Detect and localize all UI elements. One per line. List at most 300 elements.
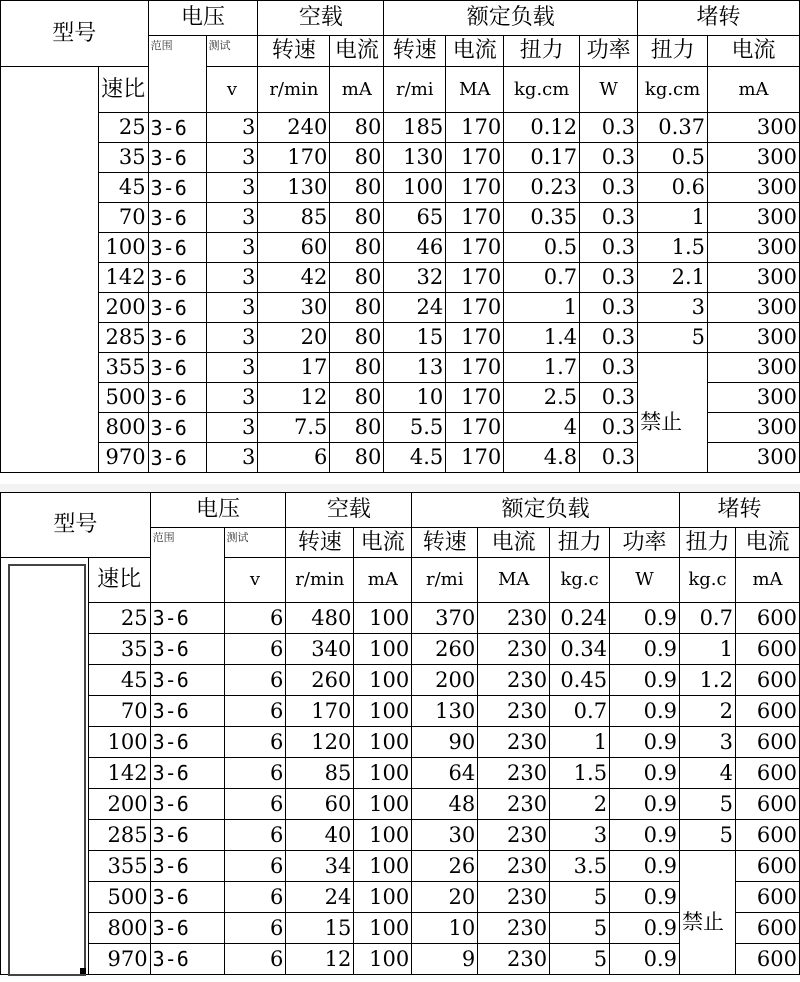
unit-no-load-speed[interactable]: r/min [286, 558, 354, 603]
cell-rated-power[interactable]: 0.3 [580, 383, 638, 413]
cell-rated-current[interactable]: 230 [478, 696, 550, 727]
cell-no-load-current[interactable]: 80 [330, 113, 384, 143]
cell-rated-torque[interactable]: 5 [550, 882, 610, 913]
cell-range[interactable]: 3-6 [150, 820, 224, 851]
cell-range[interactable]: 3-6 [150, 913, 224, 944]
cell-test-voltage[interactable]: 6 [224, 758, 286, 789]
cell-no-load-speed[interactable]: 17 [258, 353, 330, 383]
cell-no-load-current[interactable]: 100 [354, 727, 412, 758]
cell-rated-power[interactable]: 0.9 [610, 665, 680, 696]
cell-no-load-speed[interactable]: 340 [286, 634, 354, 665]
header-no-load-current[interactable]: 电流 [330, 36, 384, 67]
cell-stall-current[interactable]: 600 [735, 603, 799, 634]
cell-rated-speed[interactable]: 130 [412, 696, 478, 727]
header-rated-current[interactable]: 电流 [446, 36, 504, 67]
cell-range[interactable]: 3-6 [150, 696, 224, 727]
cell-test-voltage[interactable]: 6 [224, 944, 286, 975]
cell-range[interactable]: 3-6 [148, 353, 206, 383]
cell-no-load-speed[interactable]: 42 [258, 263, 330, 293]
cell-range[interactable]: 3-6 [148, 263, 206, 293]
header-no-load[interactable]: 空载 [258, 1, 384, 36]
cell-rated-torque[interactable]: 2.5 [504, 383, 580, 413]
cell-rated-current[interactable]: 230 [478, 758, 550, 789]
cell-range[interactable]: 3-6 [148, 413, 206, 443]
cell-ratio[interactable]: 200 [88, 789, 150, 820]
cell-ratio[interactable]: 970 [88, 944, 150, 975]
cell-stall-torque[interactable]: 1.5 [638, 233, 708, 263]
cell-range[interactable]: 3-6 [148, 383, 206, 413]
cell-rated-power[interactable]: 0.3 [580, 263, 638, 293]
cell-rated-speed[interactable]: 65 [384, 203, 446, 233]
stall-forbidden-cell[interactable]: 禁止 [638, 353, 708, 473]
header-stall-current[interactable]: 电流 [735, 528, 799, 558]
cell-test-voltage[interactable]: 3 [206, 383, 258, 413]
cell-range[interactable]: 3-6 [148, 173, 206, 203]
cell-test-voltage[interactable]: 3 [206, 263, 258, 293]
cell-rated-torque[interactable]: 1 [550, 727, 610, 758]
cell-rated-power[interactable]: 0.9 [610, 696, 680, 727]
cell-rated-torque[interactable]: 0.12 [504, 113, 580, 143]
cell-stall-torque[interactable]: 3 [680, 727, 736, 758]
cell-rated-torque[interactable]: 3.5 [550, 851, 610, 882]
header-no-load-speed[interactable]: 转速 [258, 36, 330, 67]
header-ratio[interactable]: 速比 [88, 558, 150, 603]
cell-ratio[interactable]: 500 [88, 882, 150, 913]
cell-rated-torque[interactable]: 0.23 [504, 173, 580, 203]
cell-rated-torque[interactable]: 5 [550, 913, 610, 944]
cell-no-load-speed[interactable]: 24 [286, 882, 354, 913]
unit-no-load-current[interactable]: mA [354, 558, 412, 603]
cell-range[interactable]: 3-6 [148, 143, 206, 173]
cell-ratio[interactable]: 45 [88, 665, 150, 696]
cell-rated-speed[interactable]: 64 [412, 758, 478, 789]
unit-stall-current[interactable]: mA [735, 558, 799, 603]
header-voltage[interactable]: 电压 [150, 493, 286, 528]
cell-rated-power[interactable]: 0.3 [580, 293, 638, 323]
cell-ratio[interactable]: 100 [98, 233, 148, 263]
cell-range[interactable]: 3-6 [150, 882, 224, 913]
cell-rated-current[interactable]: 230 [478, 913, 550, 944]
cell-rated-speed[interactable]: 26 [412, 851, 478, 882]
cell-test-voltage[interactable]: 6 [224, 913, 286, 944]
unit-rated-torque[interactable]: kg.c [550, 558, 610, 603]
cell-ratio[interactable]: 142 [88, 758, 150, 789]
header-range[interactable]: 范围 [150, 528, 224, 603]
cell-no-load-current[interactable]: 100 [354, 851, 412, 882]
cell-no-load-current[interactable]: 100 [354, 789, 412, 820]
header-rated-power[interactable]: 功率 [610, 528, 680, 558]
header-rated-speed[interactable]: 转速 [384, 36, 446, 67]
stall-forbidden-cell[interactable]: 禁止 [680, 851, 736, 975]
unit-rated-speed[interactable]: r/mi [384, 67, 446, 113]
cell-ratio[interactable]: 45 [98, 173, 148, 203]
cell-rated-torque[interactable]: 0.5 [504, 233, 580, 263]
cell-rated-torque[interactable]: 0.17 [504, 143, 580, 173]
cell-rated-power[interactable]: 0.9 [610, 944, 680, 975]
cell-rated-power[interactable]: 0.3 [580, 443, 638, 473]
cell-test-voltage[interactable]: 3 [206, 293, 258, 323]
header-rated-current[interactable]: 电流 [478, 528, 550, 558]
cell-no-load-current[interactable]: 80 [330, 383, 384, 413]
cell-rated-power[interactable]: 0.3 [580, 143, 638, 173]
cell-rated-power[interactable]: 0.9 [610, 820, 680, 851]
model-cell[interactable] [1, 67, 99, 113]
cell-rated-speed[interactable]: 24 [384, 293, 446, 323]
unit-stall-current[interactable]: mA [708, 67, 800, 113]
cell-no-load-speed[interactable]: 20 [258, 323, 330, 353]
cell-ratio[interactable]: 25 [98, 113, 148, 143]
cell-no-load-current[interactable]: 100 [354, 696, 412, 727]
cell-no-load-speed[interactable]: 480 [286, 603, 354, 634]
cell-rated-torque[interactable]: 0.45 [550, 665, 610, 696]
cell-rated-torque[interactable]: 1.4 [504, 323, 580, 353]
cell-stall-torque[interactable]: 1.2 [680, 665, 736, 696]
unit-rated-torque[interactable]: kg.cm [504, 67, 580, 113]
cell-rated-torque[interactable]: 3 [550, 820, 610, 851]
cell-test-voltage[interactable]: 6 [224, 665, 286, 696]
cell-rated-current[interactable]: 170 [446, 233, 504, 263]
cell-rated-current[interactable]: 170 [446, 203, 504, 233]
cell-rated-current[interactable]: 170 [446, 263, 504, 293]
cell-rated-speed[interactable]: 370 [412, 603, 478, 634]
unit-rated-speed[interactable]: r/mi [412, 558, 478, 603]
cell-no-load-current[interactable]: 80 [330, 203, 384, 233]
cell-test-voltage[interactable]: 6 [224, 727, 286, 758]
cell-rated-current[interactable]: 170 [446, 443, 504, 473]
cell-stall-current[interactable]: 300 [708, 443, 800, 473]
cell-range[interactable]: 3-6 [150, 634, 224, 665]
cell-stall-current[interactable]: 300 [708, 323, 800, 353]
header-range[interactable]: 范围 [148, 36, 206, 113]
cell-no-load-current[interactable]: 80 [330, 353, 384, 383]
cell-stall-current[interactable]: 600 [735, 758, 799, 789]
unit-stall-torque[interactable]: kg.cm [638, 67, 708, 113]
cell-rated-power[interactable]: 0.3 [580, 173, 638, 203]
cell-no-load-current[interactable]: 100 [354, 944, 412, 975]
unit-no-load-speed[interactable]: r/min [258, 67, 330, 113]
cell-range[interactable]: 3-6 [148, 233, 206, 263]
cell-stall-torque[interactable]: 0.37 [638, 113, 708, 143]
cell-test-voltage[interactable]: 6 [224, 882, 286, 913]
cell-rated-speed[interactable]: 10 [412, 913, 478, 944]
header-model[interactable]: 型号 [1, 1, 149, 67]
cell-rated-power[interactable]: 0.3 [580, 323, 638, 353]
cell-no-load-current[interactable]: 100 [354, 820, 412, 851]
cell-rated-current[interactable]: 170 [446, 383, 504, 413]
cell-rated-speed[interactable]: 20 [412, 882, 478, 913]
cell-rated-speed[interactable]: 32 [384, 263, 446, 293]
cell-test-voltage[interactable]: 6 [224, 634, 286, 665]
cell-rated-current[interactable]: 230 [478, 634, 550, 665]
header-ratio[interactable]: 速比 [98, 67, 148, 113]
cell-stall-current[interactable]: 300 [708, 353, 800, 383]
cell-no-load-current[interactable]: 80 [330, 263, 384, 293]
cell-rated-speed[interactable]: 100 [384, 173, 446, 203]
cell-ratio[interactable]: 355 [88, 851, 150, 882]
cell-no-load-speed[interactable]: 12 [286, 944, 354, 975]
cell-no-load-current[interactable]: 80 [330, 323, 384, 353]
cell-rated-power[interactable]: 0.3 [580, 413, 638, 443]
cell-ratio[interactable]: 35 [88, 634, 150, 665]
cell-stall-current[interactable]: 300 [708, 263, 800, 293]
cell-rated-torque[interactable]: 1.7 [504, 353, 580, 383]
cell-rated-speed[interactable]: 48 [412, 789, 478, 820]
cell-range[interactable]: 3-6 [148, 113, 206, 143]
cell-no-load-speed[interactable]: 40 [286, 820, 354, 851]
cell-test-voltage[interactable]: 3 [206, 323, 258, 353]
header-rated-torque[interactable]: 扭力 [550, 528, 610, 558]
cell-range[interactable]: 3-6 [148, 443, 206, 473]
cell-no-load-current[interactable]: 100 [354, 634, 412, 665]
cell-range[interactable]: 3-6 [148, 293, 206, 323]
cell-no-load-speed[interactable]: 240 [258, 113, 330, 143]
cell-range[interactable]: 3-6 [148, 323, 206, 353]
model-cell-body[interactable] [1, 113, 99, 473]
cell-no-load-speed[interactable]: 30 [258, 293, 330, 323]
cell-no-load-speed[interactable]: 130 [258, 173, 330, 203]
cell-no-load-current[interactable]: 100 [354, 882, 412, 913]
cell-no-load-speed[interactable]: 85 [286, 758, 354, 789]
cell-stall-torque[interactable]: 4 [680, 758, 736, 789]
cell-test-voltage[interactable]: 6 [224, 820, 286, 851]
cell-range[interactable]: 3-6 [148, 203, 206, 233]
header-stall-torque[interactable]: 扭力 [638, 36, 708, 67]
cell-rated-power[interactable]: 0.9 [610, 851, 680, 882]
cell-rated-speed[interactable]: 185 [384, 113, 446, 143]
cell-rated-current[interactable]: 230 [478, 820, 550, 851]
cell-stall-torque[interactable]: 0.5 [638, 143, 708, 173]
cell-no-load-speed[interactable]: 170 [286, 696, 354, 727]
cell-rated-current[interactable]: 170 [446, 143, 504, 173]
selection-fill-handle[interactable] [80, 968, 86, 974]
header-stall-current[interactable]: 电流 [708, 36, 800, 67]
cell-rated-power[interactable]: 0.9 [610, 882, 680, 913]
cell-stall-current[interactable]: 600 [735, 696, 799, 727]
cell-stall-torque[interactable]: 2.1 [638, 263, 708, 293]
unit-rated-current[interactable]: MA [446, 67, 504, 113]
cell-rated-torque[interactable]: 1 [504, 293, 580, 323]
cell-rated-current[interactable]: 230 [478, 944, 550, 975]
cell-test-voltage[interactable]: 3 [206, 173, 258, 203]
cell-no-load-speed[interactable]: 120 [286, 727, 354, 758]
header-test[interactable]: 测试 [224, 528, 286, 558]
cell-test-voltage[interactable]: 3 [206, 143, 258, 173]
cell-range[interactable]: 3-6 [150, 851, 224, 882]
cell-rated-current[interactable]: 170 [446, 413, 504, 443]
cell-rated-speed[interactable]: 15 [384, 323, 446, 353]
cell-rated-power[interactable]: 0.9 [610, 913, 680, 944]
cell-stall-current[interactable]: 600 [735, 851, 799, 882]
cell-ratio[interactable]: 25 [88, 603, 150, 634]
cell-stall-current[interactable]: 600 [735, 913, 799, 944]
cell-test-voltage[interactable]: 3 [206, 443, 258, 473]
cell-stall-torque[interactable]: 1 [680, 634, 736, 665]
cell-rated-speed[interactable]: 4.5 [384, 443, 446, 473]
cell-stall-torque[interactable]: 5 [680, 789, 736, 820]
cell-test-voltage[interactable]: 3 [206, 353, 258, 383]
cell-rated-speed[interactable]: 9 [412, 944, 478, 975]
cell-no-load-current[interactable]: 100 [354, 603, 412, 634]
cell-rated-power[interactable]: 0.9 [610, 603, 680, 634]
cell-no-load-current[interactable]: 80 [330, 173, 384, 203]
cell-rated-torque[interactable]: 4.8 [504, 443, 580, 473]
cell-stall-current[interactable]: 600 [735, 882, 799, 913]
cell-stall-torque[interactable]: 5 [680, 820, 736, 851]
cell-stall-current[interactable]: 600 [735, 634, 799, 665]
cell-ratio[interactable]: 285 [98, 323, 148, 353]
cell-no-load-speed[interactable]: 60 [286, 789, 354, 820]
cell-rated-speed[interactable]: 30 [412, 820, 478, 851]
cell-range[interactable]: 3-6 [150, 758, 224, 789]
header-rated-torque[interactable]: 扭力 [504, 36, 580, 67]
cell-no-load-speed[interactable]: 34 [286, 851, 354, 882]
cell-rated-power[interactable]: 0.9 [610, 727, 680, 758]
cell-rated-torque[interactable]: 2 [550, 789, 610, 820]
cell-no-load-speed[interactable]: 6 [258, 443, 330, 473]
unit-stall-torque[interactable]: kg.c [680, 558, 736, 603]
header-rated-power[interactable]: 功率 [580, 36, 638, 67]
cell-ratio[interactable]: 142 [98, 263, 148, 293]
cell-no-load-current[interactable]: 100 [354, 758, 412, 789]
cell-ratio[interactable]: 500 [98, 383, 148, 413]
cell-range[interactable]: 3-6 [150, 665, 224, 696]
cell-ratio[interactable]: 285 [88, 820, 150, 851]
cell-rated-power[interactable]: 0.3 [580, 113, 638, 143]
cell-rated-speed[interactable]: 10 [384, 383, 446, 413]
cell-rated-torque[interactable]: 5 [550, 944, 610, 975]
cell-ratio[interactable]: 970 [98, 443, 148, 473]
cell-rated-speed[interactable]: 5.5 [384, 413, 446, 443]
cell-ratio[interactable]: 70 [98, 203, 148, 233]
cell-stall-torque[interactable]: 1 [638, 203, 708, 233]
cell-rated-speed[interactable]: 130 [384, 143, 446, 173]
unit-no-load-current[interactable]: mA [330, 67, 384, 113]
header-no-load-speed[interactable]: 转速 [286, 528, 354, 558]
cell-stall-current[interactable]: 300 [708, 293, 800, 323]
cell-test-voltage[interactable]: 6 [224, 789, 286, 820]
cell-no-load-current[interactable]: 100 [354, 913, 412, 944]
cell-no-load-current[interactable]: 80 [330, 143, 384, 173]
cell-rated-torque[interactable]: 0.24 [550, 603, 610, 634]
cell-range[interactable]: 3-6 [150, 789, 224, 820]
cell-no-load-current[interactable]: 100 [354, 665, 412, 696]
cell-rated-torque[interactable]: 0.7 [504, 263, 580, 293]
header-rated-load[interactable]: 额定负载 [412, 493, 680, 528]
cell-rated-torque[interactable]: 0.35 [504, 203, 580, 233]
cell-rated-current[interactable]: 230 [478, 727, 550, 758]
cell-rated-speed[interactable]: 90 [412, 727, 478, 758]
cell-stall-torque[interactable]: 3 [638, 293, 708, 323]
header-model[interactable]: 型号 [1, 493, 151, 558]
cell-rated-current[interactable]: 170 [446, 173, 504, 203]
cell-test-voltage[interactable]: 6 [224, 603, 286, 634]
header-no-load[interactable]: 空载 [286, 493, 412, 528]
cell-rated-power[interactable]: 0.3 [580, 203, 638, 233]
cell-stall-current[interactable]: 600 [735, 820, 799, 851]
cell-no-load-speed[interactable]: 60 [258, 233, 330, 263]
cell-stall-current[interactable]: 300 [708, 383, 800, 413]
cell-stall-current[interactable]: 300 [708, 233, 800, 263]
header-rated-speed[interactable]: 转速 [412, 528, 478, 558]
cell-rated-current[interactable]: 170 [446, 353, 504, 383]
cell-stall-torque[interactable]: 5 [638, 323, 708, 353]
cell-stall-current[interactable]: 300 [708, 143, 800, 173]
unit-rated-power[interactable]: W [580, 67, 638, 113]
cell-no-load-speed[interactable]: 85 [258, 203, 330, 233]
unit-rated-current[interactable]: MA [478, 558, 550, 603]
cell-ratio[interactable]: 70 [88, 696, 150, 727]
cell-rated-power[interactable]: 0.9 [610, 758, 680, 789]
header-no-load-current[interactable]: 电流 [354, 528, 412, 558]
cell-no-load-speed[interactable]: 12 [258, 383, 330, 413]
cell-ratio[interactable]: 800 [98, 413, 148, 443]
cell-rated-current[interactable]: 170 [446, 323, 504, 353]
cell-rated-power[interactable]: 0.9 [610, 789, 680, 820]
cell-stall-current[interactable]: 300 [708, 413, 800, 443]
header-stall[interactable]: 堵转 [680, 493, 800, 528]
cell-rated-torque[interactable]: 0.34 [550, 634, 610, 665]
cell-stall-current[interactable]: 600 [735, 727, 799, 758]
cell-no-load-speed[interactable]: 260 [286, 665, 354, 696]
cell-test-voltage[interactable]: 3 [206, 233, 258, 263]
cell-rated-power[interactable]: 0.9 [610, 634, 680, 665]
cell-rated-current[interactable]: 230 [478, 789, 550, 820]
cell-rated-torque[interactable]: 1.5 [550, 758, 610, 789]
cell-test-voltage[interactable]: 6 [224, 696, 286, 727]
cell-ratio[interactable]: 800 [88, 913, 150, 944]
cell-stall-current[interactable]: 300 [708, 203, 800, 233]
cell-ratio[interactable]: 355 [98, 353, 148, 383]
cell-no-load-current[interactable]: 80 [330, 293, 384, 323]
cell-stall-current[interactable]: 600 [735, 789, 799, 820]
cell-no-load-current[interactable]: 80 [330, 233, 384, 263]
cell-no-load-current[interactable]: 80 [330, 413, 384, 443]
cell-range[interactable]: 3-6 [150, 603, 224, 634]
cell-no-load-speed[interactable]: 7.5 [258, 413, 330, 443]
cell-test-voltage[interactable]: 6 [224, 851, 286, 882]
cell-rated-current[interactable]: 170 [446, 293, 504, 323]
cell-stall-torque[interactable]: 0.6 [638, 173, 708, 203]
cell-stall-current[interactable]: 600 [735, 944, 799, 975]
cell-stall-current[interactable]: 300 [708, 113, 800, 143]
cell-range[interactable]: 3-6 [150, 727, 224, 758]
cell-stall-torque[interactable]: 0.7 [680, 603, 736, 634]
cell-selection-box[interactable] [8, 564, 86, 976]
cell-rated-power[interactable]: 0.3 [580, 233, 638, 263]
cell-rated-speed[interactable]: 13 [384, 353, 446, 383]
cell-stall-torque[interactable]: 2 [680, 696, 736, 727]
cell-rated-torque[interactable]: 4 [504, 413, 580, 443]
cell-stall-current[interactable]: 300 [708, 173, 800, 203]
cell-rated-speed[interactable]: 200 [412, 665, 478, 696]
header-stall-torque[interactable]: 扭力 [680, 528, 736, 558]
cell-rated-power[interactable]: 0.3 [580, 353, 638, 383]
cell-rated-current[interactable]: 230 [478, 603, 550, 634]
cell-no-load-speed[interactable]: 170 [258, 143, 330, 173]
cell-rated-speed[interactable]: 260 [412, 634, 478, 665]
cell-no-load-current[interactable]: 80 [330, 443, 384, 473]
header-test[interactable]: 测试 [206, 36, 258, 67]
unit-test[interactable]: v [224, 558, 286, 603]
cell-stall-current[interactable]: 600 [735, 665, 799, 696]
cell-ratio[interactable]: 35 [98, 143, 148, 173]
cell-rated-current[interactable]: 230 [478, 851, 550, 882]
header-voltage[interactable]: 电压 [148, 1, 258, 36]
cell-rated-current[interactable]: 230 [478, 665, 550, 696]
cell-rated-speed[interactable]: 46 [384, 233, 446, 263]
cell-ratio[interactable]: 100 [88, 727, 150, 758]
cell-test-voltage[interactable]: 3 [206, 413, 258, 443]
